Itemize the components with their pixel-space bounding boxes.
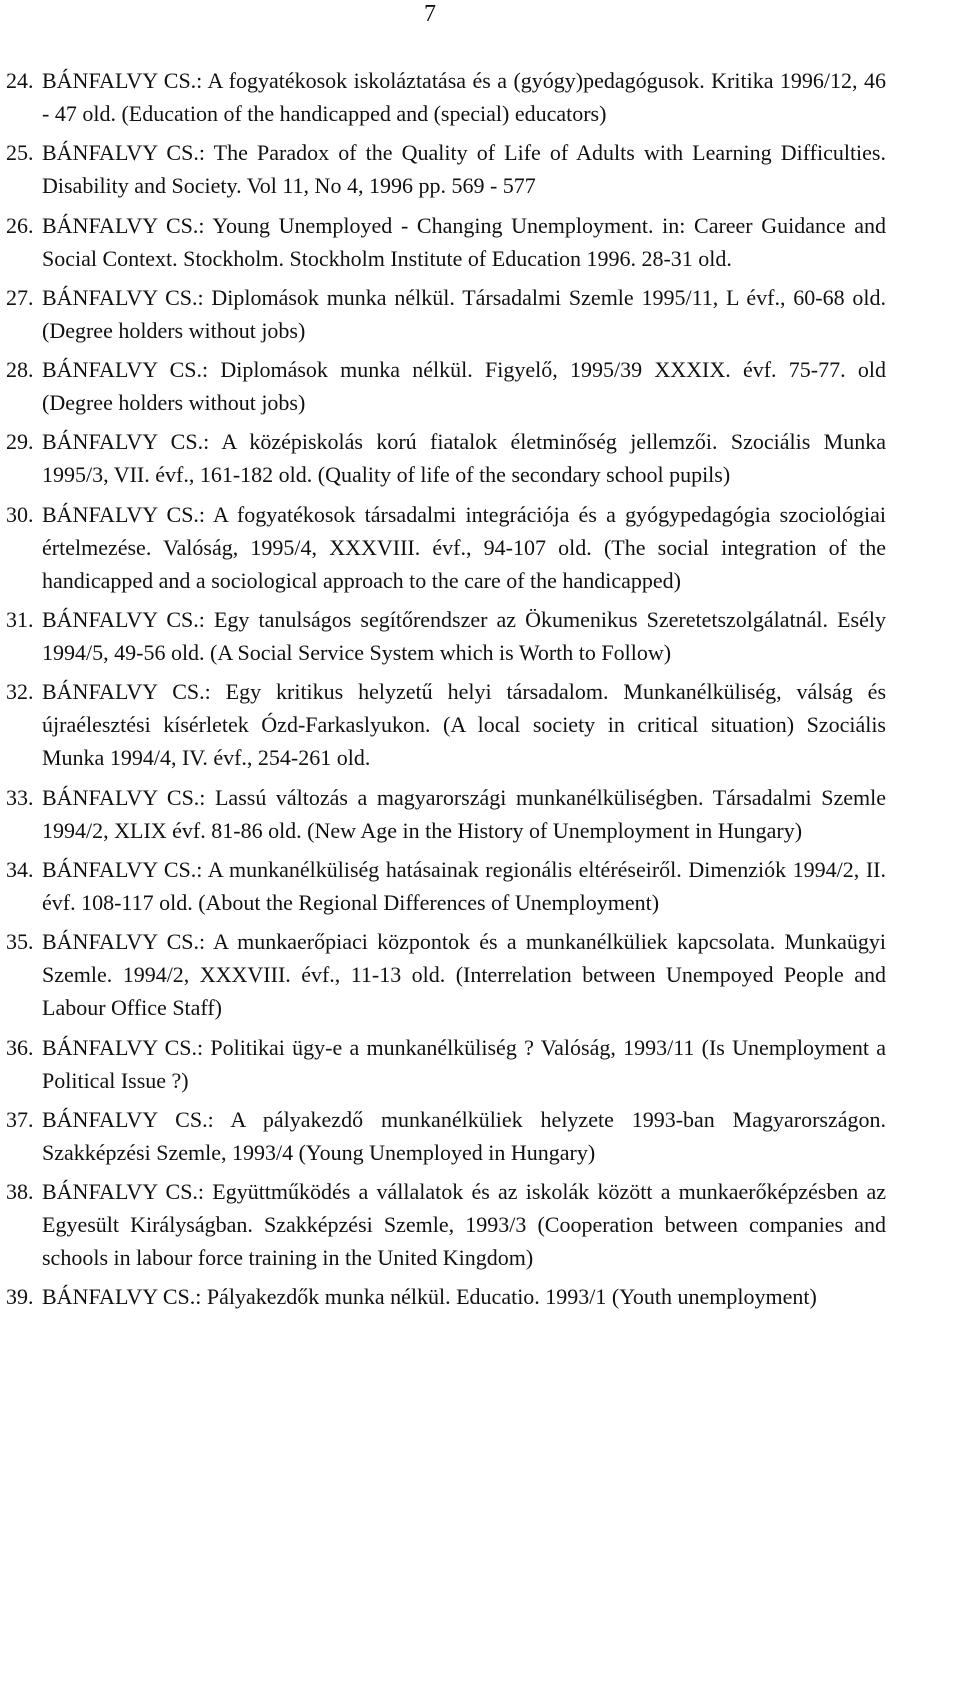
reference-number: 35. [6, 929, 34, 955]
reference-text: BÁNFALVY CS.: Pályakezdők munka nélkül. Educatio. 1993/1 (Youth unemployment) [42, 1284, 817, 1310]
page-number: 7 [424, 1, 436, 27]
reference-item [6, 64, 886, 130]
reference-item [6, 925, 886, 1024]
reference-text: BÁNFALVY CS.: Egy tanulságos segítőrendszer az Ökumenikus Szeretetszolgálatnál. Esély 1994/5, 49-56 old. (A Social Service System which is Worth to Follow) [42, 607, 886, 666]
reference-item [6, 603, 886, 669]
reference-text: BÁNFALVY CS.: A fogyatékosok társadalmi integrációja és a gyógypedagógia szociológiai értelmezése. Valóság, 1995/4, XXXVIII. évf., 94-107 old. (The social integration of the handicapped and a sociological approach to the care of the handicapped) [42, 501, 886, 593]
reference-item [6, 498, 886, 597]
reference-item [6, 136, 886, 202]
reference-number: 30. [6, 501, 34, 527]
reference-item [6, 1175, 886, 1274]
reference-text: BÁNFALVY CS.: A fogyatékosok iskoláztatása és a (gyógy)pedagógusok. Kritika 1996/12, 46 - 47 old. (Education of the handicapped and (special) educators) [42, 68, 886, 126]
reference-text: BÁNFALVY CS.: Politikai ügy-e a munkanélküliség ? Valóság, 1993/11 (Is Unemployment a Political Issue ?) [42, 1034, 886, 1093]
reference-number: 26. [6, 212, 34, 238]
reference-number: 39. [6, 1284, 34, 1310]
reference-text: BÁNFALVY CS.: Lassú változás a magyarországi munkanélküliségben. Társadalmi Szemle 1994/2, XLIX évf. 81-86 old. (New Age in the History of Unemployment in Hungary) [42, 784, 886, 843]
reference-item [6, 781, 886, 847]
reference-text: BÁNFALVY CS.: Együttműködés a vállalatok és az iskolák között a munkaerőképzésben az Egyesült Királyságban. Szakképzési Szemle, 1993/3 (Cooperation between companies and schools in labour force training in the United Kingdom) [42, 1179, 886, 1271]
reference-text: BÁNFALVY CS.: The Paradox of the Quality of Life of Adults with Learning Difficulties. Disability and Society. Vol 11, No 4, 1996 pp. 569 - 577 [42, 140, 886, 199]
reference-number: 25. [6, 140, 34, 166]
reference-item [6, 1103, 886, 1169]
reference-number: 29. [6, 429, 34, 455]
reference-item [6, 353, 886, 419]
reference-item [6, 209, 886, 275]
reference-number: 34. [6, 856, 34, 882]
reference-text: BÁNFALVY CS.: Diplomások munka nélkül. Társadalmi Szemle 1995/11, L évf., 60-68 old. (Degree holders without jobs) [42, 284, 886, 343]
reference-item [6, 675, 886, 774]
reference-item [6, 425, 886, 491]
reference-number: 31. [6, 607, 34, 633]
reference-text: BÁNFALVY CS.: Diplomások munka nélkül. Figyelő, 1995/39 XXXIX. évf. 75-77. old (Degree holders without jobs) [42, 357, 886, 416]
reference-item [6, 853, 886, 919]
reference-number: 27. [6, 284, 34, 310]
reference-number: 24. [6, 68, 34, 93]
reference-item [6, 281, 886, 347]
reference-text: BÁNFALVY CS.: Young Unemployed - Changing Unemployment. in: Career Guidance and Social Context. Stockholm. Stockholm Institute of Education 1996. 28-31 old. [42, 212, 886, 271]
reference-number: 38. [6, 1179, 34, 1205]
reference-number: 33. [6, 784, 34, 810]
reference-text: BÁNFALVY CS.: Egy kritikus helyzetű helyi társadalom. Munkanélküliség, válság és újraélesztési kísérletek Ózd-Farkaslyukon. (A local society in critical situation) Szociális Munka 1994/4, IV. évf., 254-261 old. [42, 679, 886, 771]
reference-text: BÁNFALVY CS.: A munkaerőpiaci központok és a munkanélküliek kapcsolata. Munkaügyi Szemle. 1994/2, XXXVIII. évf., 11-13 old. (Interrelation between Unempoyed People and Labour Office Staff) [42, 929, 886, 1021]
reference-item [6, 1031, 886, 1097]
reference-number: 36. [6, 1034, 34, 1060]
reference-list [6, 64, 886, 1320]
reference-text: BÁNFALVY CS.: A középiskolás korú fiatalok életminőség jellemzői. Szociális Munka 1995/3, VII. évf., 161-182 old. (Quality of life of the secondary school pupils) [42, 429, 886, 488]
reference-number: 37. [6, 1106, 34, 1132]
reference-number: 28. [6, 357, 34, 383]
reference-number: 32. [6, 679, 34, 705]
reference-text: BÁNFALVY CS.: A pályakezdő munkanélküliek helyzete 1993-ban Magyarországon. Szakképzési Szemle, 1993/4 (Young Unemployed in Hungary) [42, 1106, 886, 1165]
reference-item [6, 1280, 886, 1313]
reference-text: BÁNFALVY CS.: A munkanélküliség hatásainak regionális eltéréseiről. Dimenziók 1994/2, II. évf. 108-117 old. (About the Regional Differences of Unemployment) [42, 856, 886, 915]
